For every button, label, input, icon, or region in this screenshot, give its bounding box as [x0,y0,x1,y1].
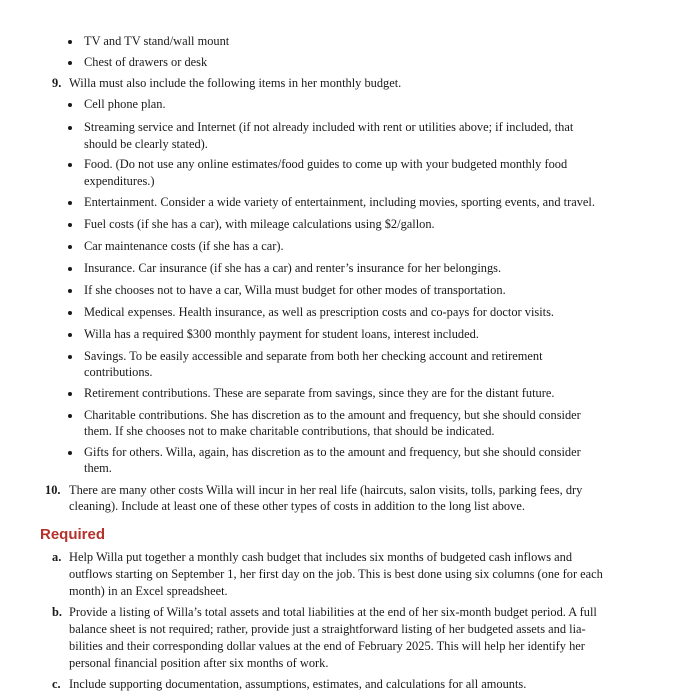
list-item-continued: them. If she chooses not to make charitable contributions, that should be indicated. [84,424,495,438]
item-letter: b. [52,605,62,619]
bullet-icon [68,289,72,293]
bullet-icon [68,103,72,107]
bullet-icon [68,451,72,455]
list-item: Insurance. Car insurance (if she has a car) and renter’s insurance for her belongings. [84,261,502,275]
bullet-icon [68,245,72,249]
bullet-icon [68,163,72,167]
list-item-continued: expenditures.) [84,174,155,188]
item-text-continued: month) in an Excel spreadsheet. [69,584,228,598]
item-text: Include supporting documentation, assumptions, estimates, and calculations for all amounts. [69,677,527,691]
list-item: Fuel costs (if she has a car), with mileage calculations using $2/gallon. [84,217,435,231]
item-letter: c. [52,677,61,691]
item-text-continued: cleaning). Include at least one of these other types of costs in addition to the long list above. [69,499,525,513]
item-number: 9. [52,76,62,90]
list-item-continued: them. [84,461,112,475]
list-item: If she chooses not to have a car, Willa must budget for other modes of transportation. [84,283,506,297]
item-text: There are many other costs Willa will incur in her real life (haircuts, salon visits, tolls, parking fees, dry [69,483,583,497]
item-text: Willa must also include the following items in her monthly budget. [69,76,402,90]
list-item: Entertainment. Consider a wide variety of entertainment, including movies, sporting events, and travel. [84,195,595,209]
list-item-continued: contributions. [84,365,153,379]
bullet-icon [68,126,72,130]
item-letter: a. [52,550,62,564]
item-text-continued: balance sheet is not required; rather, provide just a straightforward listing of her budgeted assets and lia- [69,622,586,636]
list-item: Medical expenses. Health insurance, as well as prescription costs and co-pays for doctor visits. [84,305,555,319]
bullet-icon [68,201,72,205]
bullet-icon [68,333,72,337]
bullet-icon [68,223,72,227]
item-text-continued: personal financial position after six months of work. [69,656,329,670]
bullet-icon [68,392,72,396]
list-item: Chest of drawers or desk [84,55,208,69]
bullet-icon [68,40,72,44]
list-item: Savings. To be easily accessible and separate from both her checking account and retirement [84,349,543,363]
bullet-icon [68,267,72,271]
section-heading: Required [40,526,106,543]
item-text-continued: bilities and their corresponding dollar values at the end of February 2025. This will help her identify her [69,639,585,653]
list-item: Retirement contributions. These are separate from savings, since they are for the distant future. [84,386,555,400]
item-number: 10. [45,483,61,497]
item-text: Help Willa put together a monthly cash budget that includes six months of budgeted cash inflows and [69,550,573,564]
bullet-icon [68,61,72,65]
list-item-continued: should be clearly stated). [84,137,208,151]
list-item: Willa has a required $300 monthly payment for student loans, interest included. [84,327,479,341]
list-item: Food. (Do not use any online estimates/food guides to come up with your budgeted monthly food [84,157,568,171]
bullet-icon [68,311,72,315]
item-text-continued: outflows starting on September 1, her first day on the job. This is best done using six columns (one for each [69,567,603,581]
bullet-icon [68,355,72,359]
list-item: Streaming service and Internet (if not already included with rent or utilities above; if included, that [84,120,574,134]
list-item: Car maintenance costs (if she has a car). [84,239,284,253]
item-text: Provide a listing of Willa’s total assets and total liabilities at the end of her six-month budget period. A full [69,605,597,619]
list-item: TV and TV stand/wall mount [84,34,230,48]
list-item: Charitable contributions. She has discretion as to the amount and frequency, but she should consider [84,408,581,422]
list-item: Cell phone plan. [84,97,166,111]
bullet-icon [68,414,72,418]
list-item: Gifts for others. Willa, again, has discretion as to the amount and frequency, but she should consider [84,445,581,459]
